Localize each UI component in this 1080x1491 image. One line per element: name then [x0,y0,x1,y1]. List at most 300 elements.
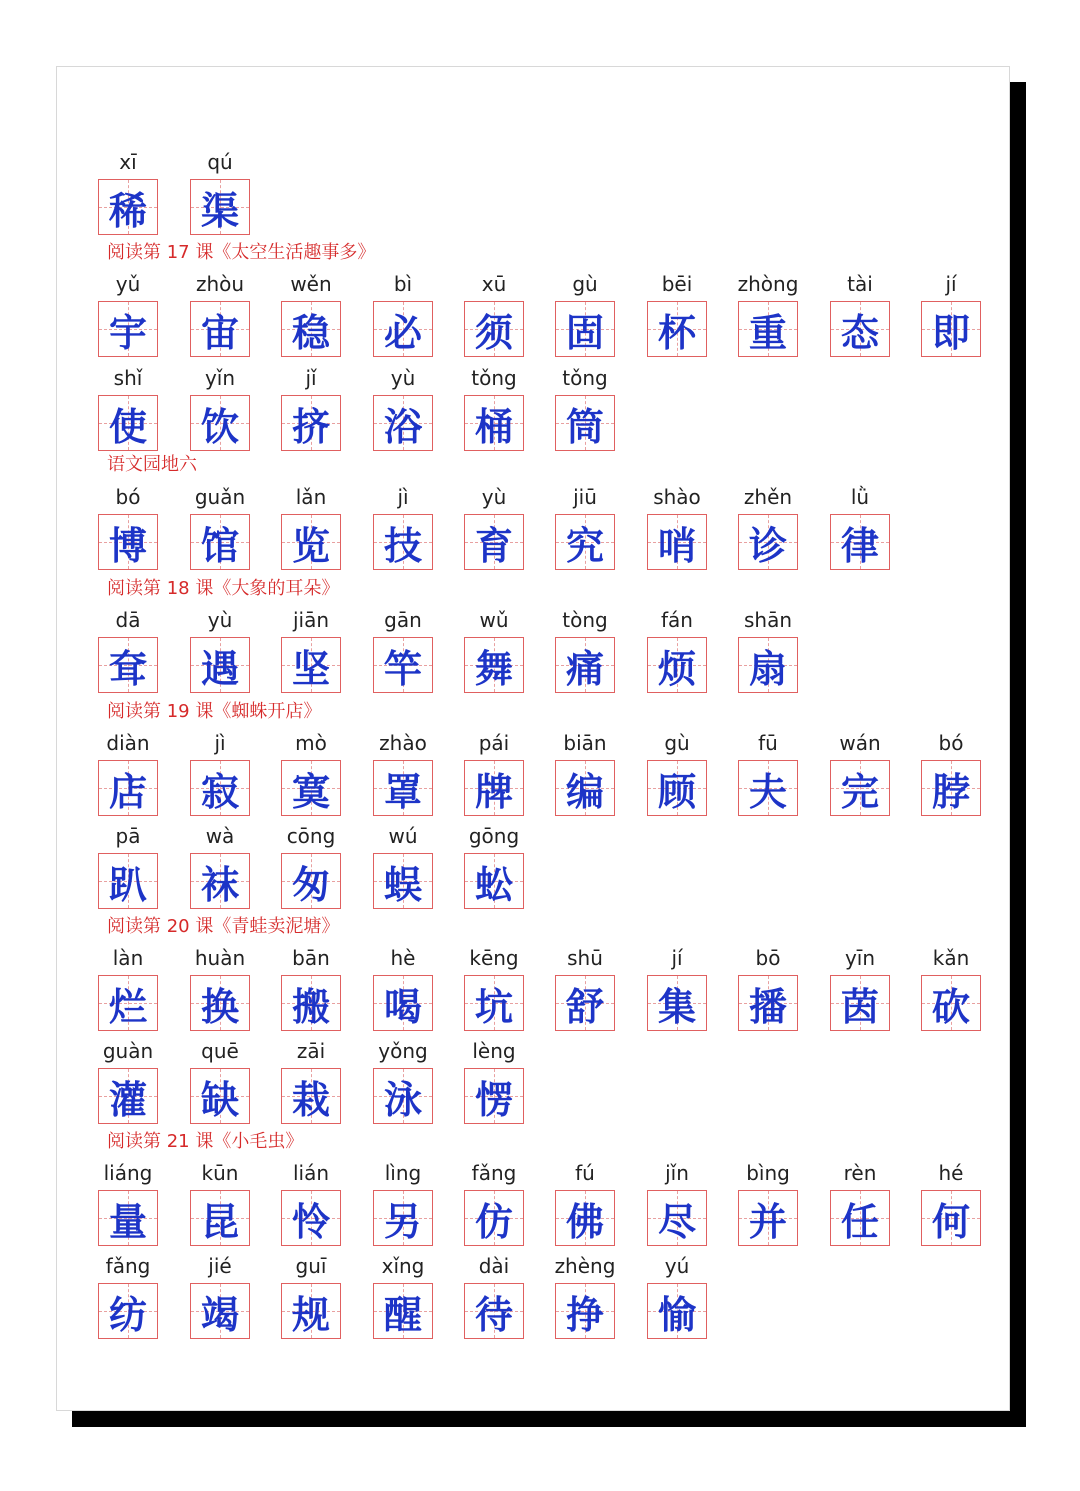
character-cell [737,271,799,357]
tianzige-box [647,637,707,693]
pinyin: zhào [379,731,427,755]
hanzi-character: 袜 [200,861,239,907]
character-cell [372,1160,434,1246]
character-cell [554,607,616,693]
hanzi-character: 览 [291,522,330,568]
hanzi-character: 愣 [474,1076,513,1122]
hanzi-character: 遇 [200,645,239,691]
tianzige-box [281,1068,341,1124]
hanzi-character: 罩 [383,768,422,814]
hanzi-character: 须 [474,309,513,355]
pinyin: jǐ [305,366,317,390]
hanzi-character: 愉 [657,1291,696,1337]
hanzi-character: 泳 [383,1076,422,1122]
pinyin: bān [292,946,330,970]
character-cell [829,945,891,1031]
tianzige-box [464,301,524,357]
hanzi-character: 茵 [840,983,879,1029]
hanzi-character: 博 [108,522,147,568]
pinyin: kūn [201,1161,239,1185]
tianzige-box [464,637,524,693]
pinyin: kēng [469,946,519,970]
character-cell [554,1253,616,1339]
character-cell [97,1253,159,1339]
character-cell [280,484,342,570]
pinyin: jí [945,272,957,296]
pinyin: gān [384,608,422,632]
pinyin: wěn [290,272,332,296]
tianzige-box [373,760,433,816]
pinyin: bìng [746,1161,790,1185]
character-cell [280,607,342,693]
hanzi-character: 尽 [657,1198,696,1244]
hanzi-character: 另 [383,1198,422,1244]
tianzige-box [647,514,707,570]
pinyin: hé [938,1161,964,1185]
tianzige-box [647,1190,707,1246]
hanzi-character: 量 [108,1198,147,1244]
hanzi-character: 哨 [657,522,696,568]
character-cell [189,149,251,235]
tianzige-box [464,760,524,816]
hanzi-character: 筒 [565,403,604,449]
pinyin: gōng [468,824,520,848]
hanzi-character: 待 [474,1291,513,1337]
hanzi-character: 态 [840,309,879,355]
tianzige-box [281,301,341,357]
hanzi-character: 顾 [657,768,696,814]
hanzi-character: 痛 [565,645,604,691]
character-cell [97,945,159,1031]
hanzi-character: 趴 [108,861,147,907]
character-cell [372,730,434,816]
pinyin: yǒng [378,1039,428,1063]
hanzi-character: 烂 [108,983,147,1029]
tianzige-box [98,637,158,693]
tianzige-box [190,514,250,570]
pinyin: bēi [661,272,693,296]
hanzi-character: 坑 [474,983,513,1029]
pinyin: zhěn [743,485,793,509]
hanzi-character: 必 [383,309,422,355]
tianzige-box [738,1190,798,1246]
pinyin: mò [295,731,327,755]
tianzige-box [98,301,158,357]
tianzige-box [98,975,158,1031]
lesson-heading: 阅读第 20 课《青蛙卖泥塘》 [107,916,340,937]
hanzi-character: 仿 [474,1198,513,1244]
pinyin: yǔ [115,272,141,296]
character-cell [189,945,251,1031]
hanzi-character: 竿 [383,645,422,691]
tianzige-box [464,514,524,570]
pinyin: biān [563,731,607,755]
hanzi-character: 使 [108,403,147,449]
pinyin: kǎn [932,946,970,970]
pinyin: wú [388,824,418,848]
hanzi-character: 集 [657,983,696,1029]
tianzige-box [281,1190,341,1246]
pinyin: zhèng [554,1254,616,1278]
character-cell [646,607,708,693]
pinyin: yù [481,485,507,509]
pinyin: gù [664,731,690,755]
character-cell [97,484,159,570]
tianzige-box [98,514,158,570]
hanzi-character: 寂 [200,768,239,814]
pinyin: xū [481,272,507,296]
character-cell [829,271,891,357]
hanzi-character: 换 [200,983,239,1029]
tianzige-box [281,760,341,816]
hanzi-character: 佛 [565,1198,604,1244]
pinyin: wán [839,731,881,755]
hanzi-character: 纺 [108,1291,147,1337]
tianzige-box [190,301,250,357]
pinyin: rèn [843,1161,877,1185]
pinyin: lìng [384,1161,422,1185]
character-cell [463,271,525,357]
hanzi-character: 渠 [200,187,239,233]
hanzi-character: 宙 [200,309,239,355]
tianzige-box [190,637,250,693]
lesson-heading: 阅读第 21 课《小毛虫》 [107,1131,304,1152]
character-cell [554,271,616,357]
tianzige-box [373,975,433,1031]
hanzi-character: 店 [108,768,147,814]
hanzi-character: 规 [291,1291,330,1337]
tianzige-box [464,1190,524,1246]
hanzi-character: 匆 [291,861,330,907]
pinyin: yīn [844,946,876,970]
character-cell [372,1253,434,1339]
character-cell [829,730,891,816]
character-cell [97,149,159,235]
pinyin: yǐn [204,366,236,390]
character-cell [97,730,159,816]
pinyin: pái [478,731,510,755]
hanzi-character: 舞 [474,645,513,691]
hanzi-character: 宇 [108,309,147,355]
tianzige-box [647,301,707,357]
tianzige-box [921,301,981,357]
tianzige-box [738,637,798,693]
character-cell [189,1253,251,1339]
tianzige-box [921,1190,981,1246]
character-cell [280,730,342,816]
hanzi-character: 馆 [200,522,239,568]
tianzige-box [190,1283,250,1339]
hanzi-character: 竭 [200,1291,239,1337]
hanzi-character: 昆 [200,1198,239,1244]
pinyin: qú [207,150,233,174]
character-cell [280,271,342,357]
tianzige-box [98,1283,158,1339]
character-cell [372,607,434,693]
pinyin: jì [397,485,409,509]
character-cell [646,730,708,816]
hanzi-character: 牌 [474,768,513,814]
character-cell [372,271,434,357]
character-cell [97,365,159,451]
character-cell [280,1253,342,1339]
tianzige-box [555,975,615,1031]
character-cell [829,484,891,570]
tianzige-box [830,1190,890,1246]
hanzi-character: 律 [840,522,879,568]
character-cell [372,823,434,909]
character-cell [280,1160,342,1246]
hanzi-character: 重 [748,309,787,355]
pinyin: jì [214,731,226,755]
pinyin: lǎn [295,485,327,509]
pinyin: diàn [106,731,150,755]
pinyin: fán [661,608,693,632]
tianzige-box [464,975,524,1031]
hanzi-character: 烦 [657,645,696,691]
tianzige-box [98,1068,158,1124]
pinyin: zhòng [737,272,799,296]
pinyin: làn [112,946,144,970]
pinyin: gù [572,272,598,296]
pinyin: huàn [194,946,246,970]
tianzige-box [830,514,890,570]
hanzi-character: 技 [383,522,422,568]
character-cell [646,1160,708,1246]
hanzi-character: 编 [565,768,604,814]
worksheet-page [56,66,1010,1411]
pinyin: jiān [292,608,330,632]
tianzige-box [281,514,341,570]
pinyin: shān [743,608,793,632]
hanzi-character: 并 [748,1198,787,1244]
character-cell [554,1160,616,1246]
tianzige-box [464,1068,524,1124]
hanzi-character: 脖 [931,768,970,814]
character-cell [829,1160,891,1246]
hanzi-character: 完 [840,768,879,814]
tianzige-box [98,1190,158,1246]
character-cell [463,607,525,693]
pinyin: fǎng [471,1161,517,1185]
tianzige-box [98,760,158,816]
pinyin: xī [119,150,137,174]
tianzige-box [373,853,433,909]
character-cell [372,365,434,451]
tianzige-box [373,1283,433,1339]
character-cell [737,484,799,570]
lesson-heading: 语文园地六 [107,454,197,475]
hanzi-character: 浴 [383,403,422,449]
pinyin: tǒng [562,366,608,390]
character-cell [189,365,251,451]
hanzi-character: 寞 [291,768,330,814]
tianzige-box [373,1190,433,1246]
tianzige-box [190,853,250,909]
hanzi-character: 舒 [565,983,604,1029]
character-cell [97,1160,159,1246]
character-cell [463,945,525,1031]
tianzige-box [373,395,433,451]
tianzige-box [921,760,981,816]
tianzige-box [555,1283,615,1339]
tianzige-box [738,514,798,570]
pinyin: tǒng [471,366,517,390]
lesson-heading: 阅读第 18 课《大象的耳朵》 [107,578,340,599]
character-cell [97,607,159,693]
pinyin: bō [755,946,781,970]
tianzige-box [190,395,250,451]
tianzige-box [281,637,341,693]
tianzige-box [830,301,890,357]
pinyin: jiū [573,485,597,509]
pinyin: guǎn [194,485,246,509]
hanzi-character: 醒 [383,1291,422,1337]
character-cell [189,271,251,357]
hanzi-character: 饮 [200,403,239,449]
tianzige-box [98,395,158,451]
tianzige-box [190,975,250,1031]
tianzige-box [921,975,981,1031]
character-cell [372,484,434,570]
character-cell [737,945,799,1031]
character-cell [646,271,708,357]
character-cell [463,1038,525,1124]
hanzi-character: 挤 [291,403,330,449]
lesson-heading: 阅读第 17 课《太空生活趣事多》 [107,242,376,263]
hanzi-character: 蚣 [474,861,513,907]
tianzige-box [647,760,707,816]
tianzige-box [647,1283,707,1339]
tianzige-box [281,1283,341,1339]
pinyin: shào [653,485,701,509]
pinyin: shū [567,946,603,970]
hanzi-character: 挣 [565,1291,604,1337]
tianzige-box [830,975,890,1031]
hanzi-character: 任 [840,1198,879,1244]
pinyin: tài [847,272,873,296]
character-cell [189,607,251,693]
hanzi-character: 灌 [108,1076,147,1122]
hanzi-character: 扇 [748,645,787,691]
character-cell [920,1160,982,1246]
hanzi-character: 播 [748,983,787,1029]
lesson-heading: 阅读第 19 课《蜘蛛开店》 [107,701,322,722]
tianzige-box [464,853,524,909]
character-cell [737,1160,799,1246]
tianzige-box [830,760,890,816]
character-cell [189,730,251,816]
character-cell [737,730,799,816]
hanzi-character: 砍 [931,983,970,1029]
pinyin: lǜ [850,485,870,509]
pinyin: fū [758,731,778,755]
pinyin: tòng [562,608,608,632]
hanzi-character: 何 [931,1198,970,1244]
character-cell [189,484,251,570]
tianzige-box [738,760,798,816]
character-cell [554,365,616,451]
pinyin: liáng [103,1161,153,1185]
pinyin: guī [295,1254,327,1278]
character-cell [737,607,799,693]
character-cell [463,1160,525,1246]
character-cell [372,1038,434,1124]
hanzi-character: 蜈 [383,861,422,907]
pinyin: zhòu [195,272,245,296]
pinyin: jǐn [665,1161,689,1185]
pinyin: quē [201,1039,239,1063]
hanzi-character: 缺 [200,1076,239,1122]
tianzige-box [373,637,433,693]
character-cell [280,365,342,451]
hanzi-character: 坚 [291,645,330,691]
pinyin: wà [205,824,235,848]
pinyin: bì [393,272,413,296]
tianzige-box [281,975,341,1031]
hanzi-character: 即 [931,309,970,355]
pinyin: jí [671,946,683,970]
character-cell [554,945,616,1031]
tianzige-box [555,637,615,693]
pinyin: yù [207,608,233,632]
pinyin: xǐng [381,1254,425,1278]
pinyin: dài [478,1254,510,1278]
pinyin: yú [664,1254,690,1278]
tianzige-box [373,301,433,357]
tianzige-box [738,301,798,357]
character-cell [97,1038,159,1124]
character-cell [920,730,982,816]
tianzige-box [190,1068,250,1124]
pinyin: fǎng [105,1254,151,1278]
character-cell [189,1160,251,1246]
hanzi-character: 究 [565,522,604,568]
tianzige-box [555,514,615,570]
pinyin: wǔ [479,608,509,632]
tianzige-box [98,179,158,235]
hanzi-character: 搬 [291,983,330,1029]
tianzige-box [281,853,341,909]
pinyin: bó [115,485,141,509]
tianzige-box [190,179,250,235]
hanzi-character: 耷 [108,645,147,691]
character-cell [189,1038,251,1124]
pinyin: bó [938,731,964,755]
pinyin: lián [292,1161,330,1185]
tianzige-box [555,760,615,816]
character-cell [554,730,616,816]
hanzi-character: 杯 [657,309,696,355]
character-cell [463,823,525,909]
hanzi-character: 怜 [291,1198,330,1244]
tianzige-box [373,1068,433,1124]
tianzige-box [555,1190,615,1246]
hanzi-character: 稀 [108,187,147,233]
pinyin: lèng [472,1039,516,1063]
tianzige-box [373,514,433,570]
pinyin: zāi [296,1039,326,1063]
hanzi-character: 栽 [291,1076,330,1122]
tianzige-box [555,301,615,357]
tianzige-box [190,760,250,816]
character-cell [97,271,159,357]
tianzige-box [190,1190,250,1246]
tianzige-box [98,853,158,909]
character-cell [646,1253,708,1339]
hanzi-character: 稳 [291,309,330,355]
character-cell [280,1038,342,1124]
